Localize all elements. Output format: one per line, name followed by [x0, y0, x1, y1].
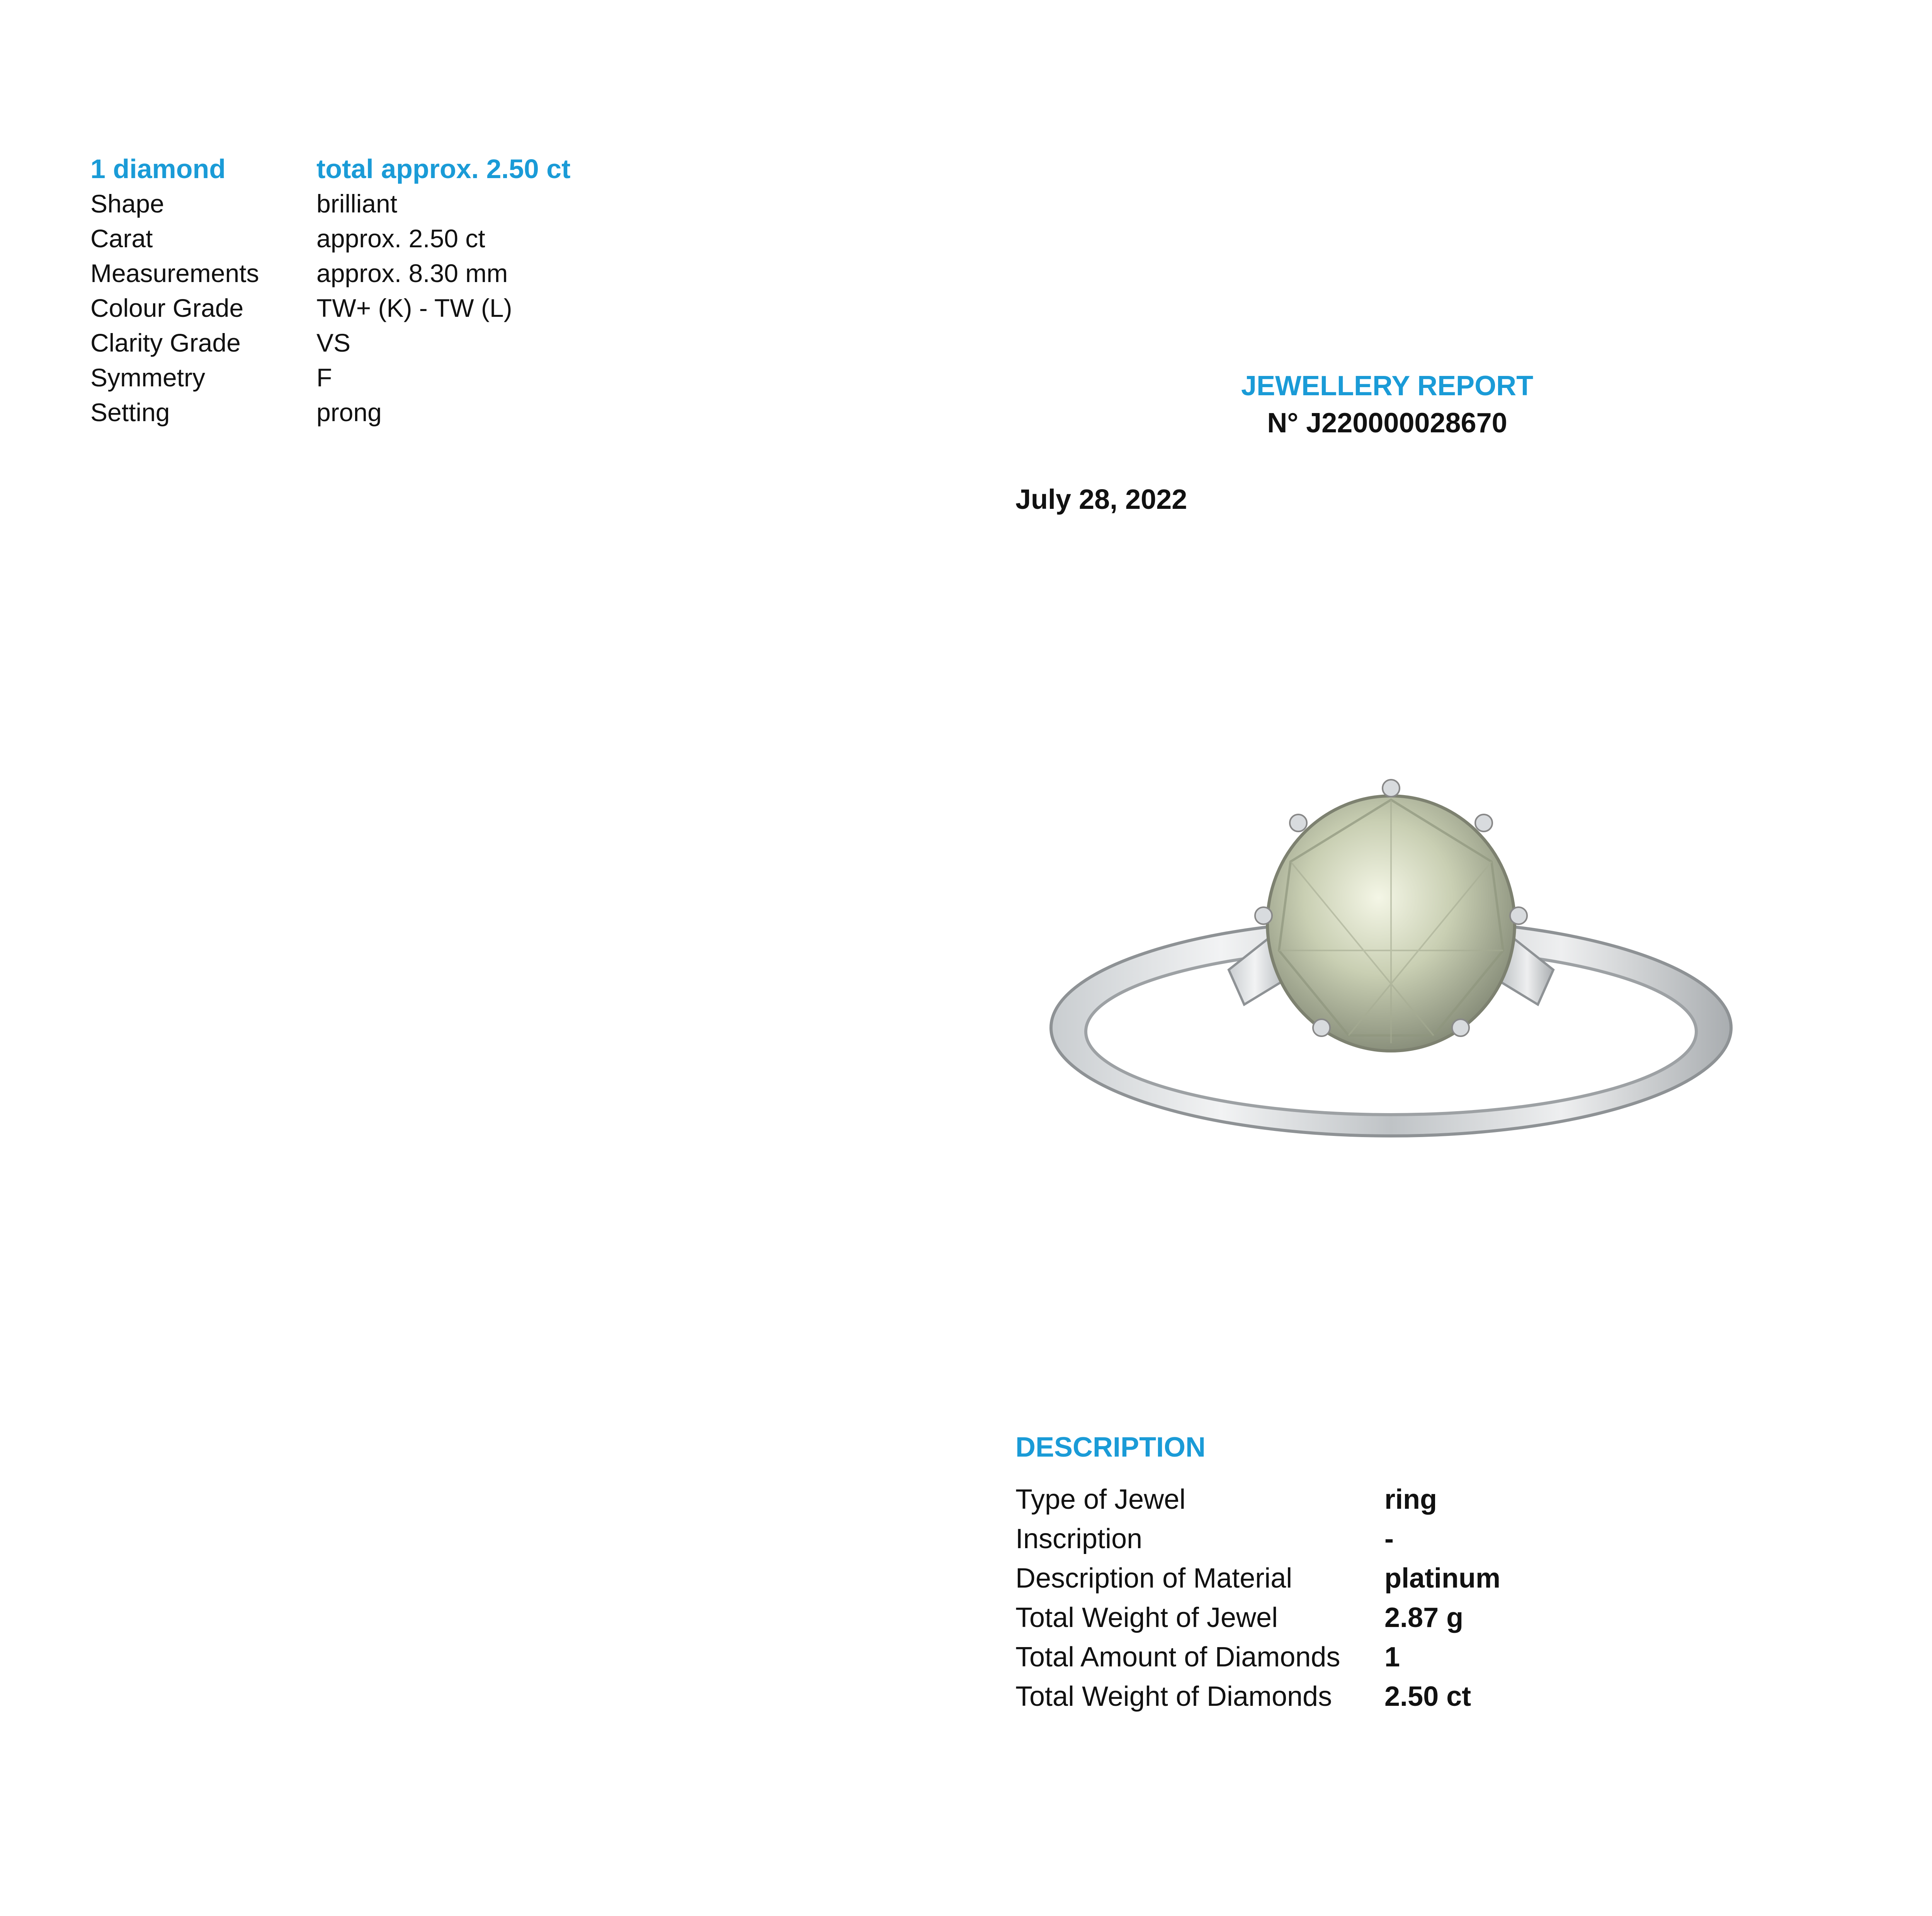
ring-photo	[1028, 734, 1754, 1175]
summary-key: Measurements	[90, 259, 259, 287]
summary-header	[90, 151, 631, 186]
description-title: DESCRIPTION	[1015, 1432, 1206, 1463]
description-list	[1015, 1480, 1595, 1716]
description-key: Type of Jewel	[1015, 1484, 1186, 1515]
summary-value: VS	[316, 328, 351, 357]
description-row	[1015, 1480, 1595, 1519]
summary-row	[90, 291, 631, 325]
summary-row	[90, 221, 631, 256]
summary-value: prong	[316, 398, 382, 427]
description-key: Description of Material	[1015, 1563, 1293, 1594]
summary-value: F	[316, 363, 332, 392]
summary-count: 1 diamond	[90, 154, 226, 184]
description-key: Total Amount of Diamonds	[1015, 1642, 1340, 1673]
diamond-summary	[90, 151, 631, 430]
description-row	[1015, 1598, 1595, 1637]
summary-key: Clarity Grade	[90, 328, 241, 357]
description-value: 2.50 ct	[1384, 1681, 1471, 1712]
summary-key: Shape	[90, 189, 164, 218]
summary-row	[90, 256, 631, 291]
ring-illustration	[1028, 734, 1754, 1175]
summary-value: approx. 8.30 mm	[316, 259, 508, 287]
summary-row	[90, 325, 631, 360]
summary-value: brilliant	[316, 189, 398, 218]
description-value: 2.87 g	[1384, 1602, 1464, 1633]
summary-row	[90, 186, 631, 221]
description-value: ring	[1384, 1484, 1437, 1515]
description-key: Inscription	[1015, 1523, 1143, 1554]
summary-key: Setting	[90, 398, 170, 427]
report-date: July 28, 2022	[1015, 484, 1187, 515]
report-number: N° J220000028670	[1267, 408, 1507, 439]
report-title: JEWELLERY REPORT	[1241, 371, 1534, 401]
description-row	[1015, 1677, 1595, 1716]
summary-key: Symmetry	[90, 363, 205, 392]
description-row	[1015, 1559, 1595, 1598]
summary-key: Carat	[90, 224, 153, 253]
summary-total: total approx. 2.50 ct	[316, 154, 571, 184]
description-key: Total Weight of Diamonds	[1015, 1681, 1332, 1712]
description-key: Total Weight of Jewel	[1015, 1602, 1278, 1633]
summary-value: TW+ (K) - TW (L)	[316, 294, 512, 322]
summary-key: Colour Grade	[90, 294, 244, 322]
summary-row	[90, 360, 631, 395]
description-value: platinum	[1384, 1563, 1500, 1594]
summary-value: approx. 2.50 ct	[316, 224, 485, 253]
description-row	[1015, 1519, 1595, 1559]
description-row	[1015, 1637, 1595, 1677]
summary-row	[90, 395, 631, 430]
description-value: -	[1384, 1523, 1394, 1554]
description-value: 1	[1384, 1642, 1400, 1673]
